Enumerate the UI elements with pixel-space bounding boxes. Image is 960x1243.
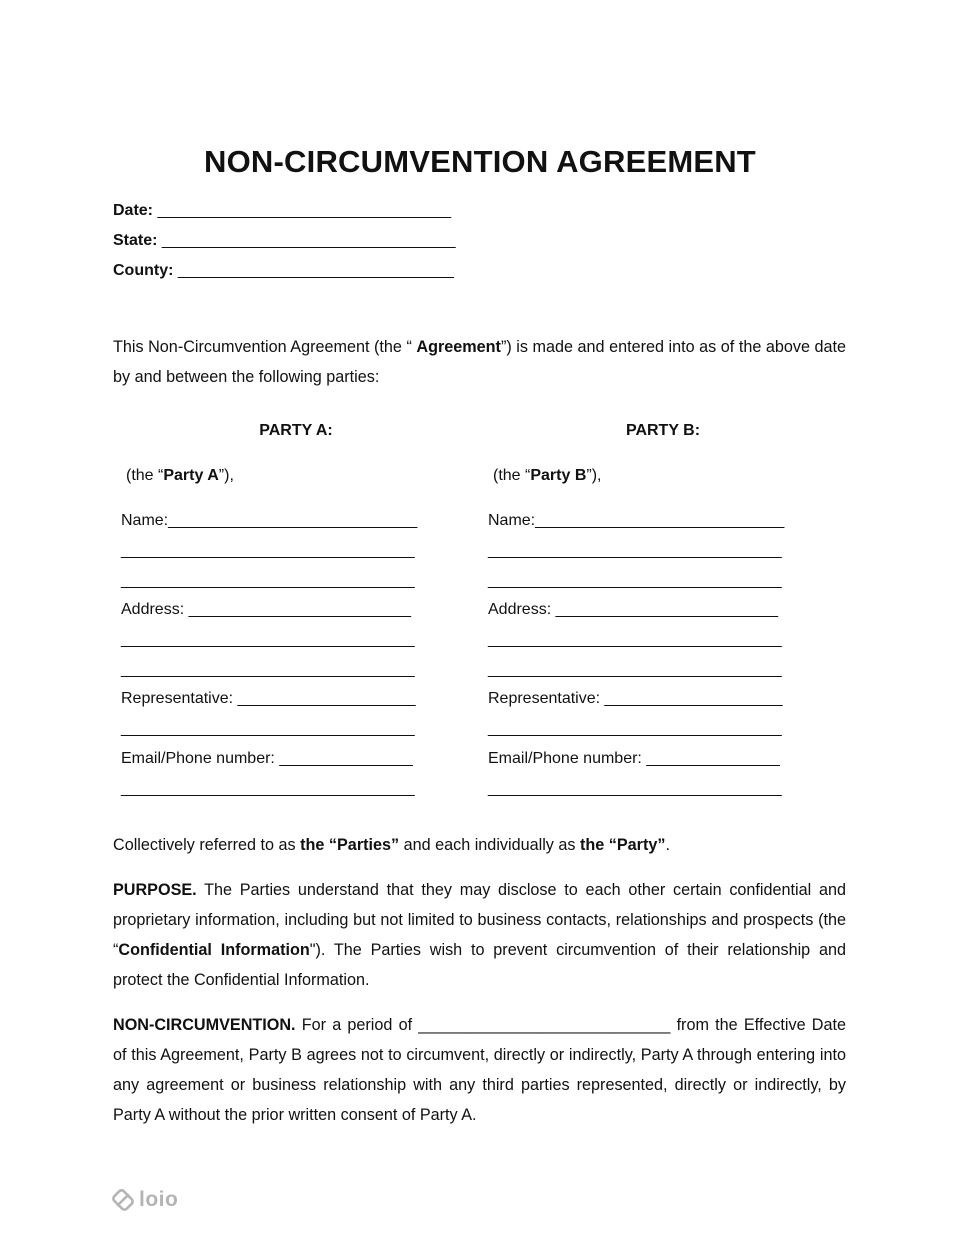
purpose-paragraph bbox=[113, 875, 846, 995]
party-a-name-blank: ____________________________ bbox=[168, 512, 418, 529]
collectively-paragraph bbox=[113, 830, 846, 860]
party-a-blank-line: _________________________________ bbox=[121, 572, 415, 589]
party-b-name-field bbox=[488, 512, 784, 530]
state-field bbox=[113, 232, 456, 250]
party-a-the-suffix: ”), bbox=[218, 467, 234, 484]
state-label: State: bbox=[113, 232, 158, 249]
party-a-blank-line: _________________________________ bbox=[121, 661, 415, 678]
collectively-text-2: and each individually as bbox=[399, 836, 580, 854]
party-b-email-field bbox=[488, 750, 780, 768]
county-label: County: bbox=[113, 262, 174, 279]
party-b-representative-label: Representative: bbox=[488, 690, 601, 707]
party-b-email-blank: _______________ bbox=[646, 750, 780, 767]
party-b-heading: PARTY B: bbox=[625, 422, 701, 439]
purpose-text-1: The Parties understand that they may disclose to each other certain confidential and proprietary information, including but not limited to business contacts, relationships and prospects (the “ bbox=[113, 881, 846, 959]
county-blank: _______________________________ bbox=[177, 262, 454, 279]
party-a-representative-label: Representative: bbox=[121, 690, 234, 707]
party-b-name-label: Name: bbox=[488, 512, 536, 529]
state-blank: _________________________________ bbox=[161, 232, 456, 249]
purpose-text-2: "). The Parties wish to prevent circumvention of their relationship and protect the Confidential Information. bbox=[113, 941, 846, 989]
party-b-address-field bbox=[488, 601, 778, 619]
party-b-designation bbox=[493, 467, 601, 485]
intro-text-before: This Non-Circumvention Agreement (the “ bbox=[113, 338, 417, 356]
party-b-address-blank: _________________________ bbox=[555, 601, 779, 618]
purpose-heading: PURPOSE. bbox=[113, 881, 197, 899]
party-a-address-label: Address: bbox=[121, 601, 185, 618]
date-label: Date: bbox=[113, 202, 154, 219]
collectively-bold-party: the “Party” bbox=[580, 836, 666, 854]
party-a-designation bbox=[126, 467, 234, 485]
party-b-blank-line: _________________________________ bbox=[488, 780, 782, 797]
party-a-representative-field bbox=[121, 690, 415, 708]
collectively-text-1: Collectively referred to as bbox=[113, 836, 301, 854]
purpose-bold-confidential: Confidential Information bbox=[118, 941, 310, 959]
loio-logo-text: loio bbox=[139, 1188, 179, 1211]
party-a-name-label: Name: bbox=[121, 512, 169, 529]
non-circumvention-text-2: from the Effective Date of this Agreement, Party B agrees not to circumvent, directly or indirectly, Party A through entering into any agreement or business relationship with any third parties represented, directly or indirectly, by Party A without the prior written consent of Party A. bbox=[113, 1016, 846, 1124]
intro-text-after: ”) is made and entered into as of the above date by and between the following parties: bbox=[113, 338, 847, 386]
party-a-blank-line: _________________________________ bbox=[121, 780, 415, 797]
party-b-the-suffix: ”), bbox=[586, 467, 602, 484]
party-a-name-field bbox=[121, 512, 417, 530]
party-b-blank-line: _________________________________ bbox=[488, 631, 782, 648]
loio-leaf-icon bbox=[112, 1189, 134, 1211]
party-b-name-blank: ____________________________ bbox=[535, 512, 785, 529]
document-title: NON-CIRCUMVENTION AGREEMENT bbox=[204, 144, 756, 179]
party-a-address-blank: _________________________ bbox=[188, 601, 412, 618]
party-a-email-label: Email/Phone number: bbox=[121, 750, 275, 767]
party-a-heading: PARTY A: bbox=[259, 422, 333, 439]
intro-bold-agreement: Agreement bbox=[416, 338, 501, 356]
date-field bbox=[113, 202, 451, 220]
party-a-address-field bbox=[121, 601, 411, 619]
non-circumvention-text-1: For a period of bbox=[295, 1016, 419, 1034]
loio-logo bbox=[112, 1188, 178, 1212]
non-circumvention-paragraph bbox=[113, 1010, 846, 1130]
party-a-the-prefix: (the “ bbox=[126, 467, 164, 484]
party-b-representative-blank: ____________________ bbox=[604, 690, 783, 707]
intro-paragraph bbox=[113, 332, 846, 392]
party-a-blank-line: _________________________________ bbox=[121, 631, 415, 648]
party-a-representative-blank: ____________________ bbox=[237, 690, 416, 707]
collectively-text-3: . bbox=[665, 836, 670, 854]
party-b-blank-line: _________________________________ bbox=[488, 720, 782, 737]
date-blank: _________________________________ bbox=[157, 202, 452, 219]
party-b-blank-line: _________________________________ bbox=[488, 661, 782, 678]
party-b-address-label: Address: bbox=[488, 601, 552, 618]
party-b-the-prefix: (the “ bbox=[493, 467, 531, 484]
party-a-the-bold: Party A bbox=[163, 467, 219, 484]
party-b-blank-line: _________________________________ bbox=[488, 542, 782, 559]
party-b-blank-line: _________________________________ bbox=[488, 572, 782, 589]
party-a-email-blank: _______________ bbox=[279, 750, 413, 767]
party-a-blank-line: _________________________________ bbox=[121, 720, 415, 737]
party-b-representative-field bbox=[488, 690, 782, 708]
party-b-the-bold: Party B bbox=[530, 467, 587, 484]
party-a-blank-line: _________________________________ bbox=[121, 542, 415, 559]
non-circumvention-heading: NON-CIRCUMVENTION. bbox=[113, 1016, 296, 1034]
county-field bbox=[113, 262, 454, 280]
party-b-email-label: Email/Phone number: bbox=[488, 750, 642, 767]
party-a-email-field bbox=[121, 750, 413, 768]
non-circumvention-period-blank: ____________________________ bbox=[418, 1016, 671, 1034]
collectively-bold-parties: the “Parties” bbox=[300, 836, 400, 854]
